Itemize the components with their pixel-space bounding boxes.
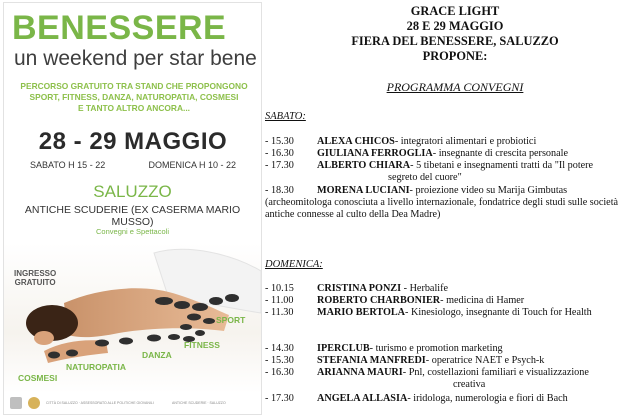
saturday-label: SABATO: [265,111,306,122]
poster-description-line: SPORT, FITNESS, DANZA, NATUROPATIA, COSMESI [29,92,239,102]
poster-city: SALUZZO [93,182,172,201]
talk-topic: - proiezione video su Marija Gimbutas [409,185,568,196]
talk-topic-continued: creativa [453,379,486,390]
talk-topic: - 5 tibetani e insegnamenti tratti da "Il potere [410,160,594,171]
activity-cosmesi: COSMESI [18,373,58,383]
free-entry-line: GRATUITO [14,278,56,287]
poster-description [12,81,256,114]
talk-topic: - turismo e promotion marketing [369,343,503,354]
poster-footer [10,395,256,411]
saturday-hours: SABATO H 15 - 22 [30,160,106,170]
schedule-entry [317,343,503,355]
activity-fitness: FITNESS [184,340,220,350]
schedule-entry [317,283,448,295]
poster-dates: 28 - 29 MAGGIO [38,128,228,155]
speaker-name: ANGELA ALLASIA [317,393,408,404]
program-title: PROGRAMMA CONVEGNI [386,80,524,94]
talk-topic: - operatrice NAET e Psych-k [425,355,545,366]
talk-topic: - insegnante di crescita personale [432,148,568,159]
poster-title: BENESSERE [12,9,227,47]
schedule-time: - 18.30 [265,185,294,196]
schedule-entry [317,307,592,319]
footer-sponsor-text: CITTÀ DI SALUZZO · ASSESSORATO ALLE POLITICHE GIOVANILI [46,401,154,405]
speaker-name: ALEXA CHICOS [317,136,395,147]
poster-description-line: E TANTO ALTRO ANCORA... [78,103,190,113]
speaker-name: CRISTINA PONZI [317,283,402,294]
speaker-note: (archeomitologa conosciuta a livello internazionale, fondatrice degli studi sulle società antiche connesse al culto della Dea Madre) [265,197,619,220]
talk-topic: - Pnl, costellazioni familiari e visualizzazione [402,367,589,378]
schedule-time: - 15.30 [265,355,294,366]
speaker-name: ROBERTO CHARBONIER [317,295,441,306]
municipal-logo [10,397,22,409]
poster-venue: ANTICHE SCUDERIE (EX CASERMA MARIO MUSSO) [24,204,241,228]
schedule-time: - 11.00 [265,295,294,306]
activity-naturopatia: NATUROPATIA [66,362,126,372]
footer-venue-text: ANTICHE SCUDERIE · SALUZZO [172,401,226,405]
speaker-name: ARIANNA MAURI [317,367,403,378]
speaker-name: STEFANIA MANFREDI [317,355,426,366]
free-entry-line: INGRESSO [14,269,57,278]
poster-hours [30,160,236,170]
schedule-time: - 16.30 [265,367,294,378]
schedule-entry [317,148,568,160]
schedule-time: - 16.30 [265,148,294,159]
schedule-time: - 17.30 [265,160,294,171]
talk-topic: - integratori alimentari e probiotici [394,136,537,147]
activity-danza: DANZA [142,350,172,360]
sunday-label: DOMENICA: [265,259,323,270]
header-line: FIERA DEL BENESSERE, SALUZZO [351,34,559,48]
talk-topic: - Kinesiologo, insegnante di Touch for Health [405,307,592,318]
poster-description-line: PERCORSO GRATUITO TRA STAND CHE PROPONGONO [20,81,248,91]
talk-topic: - Herbalife [401,283,449,294]
speaker-name: GIULIANA FERROGLIA [317,148,433,159]
free-entry-label [14,269,56,287]
coat-of-arms-logo [28,397,40,409]
sunday-hours: DOMENICA H 10 - 22 [148,160,236,170]
talk-topic-continued: segreto del cuore" [388,172,462,183]
schedule-entry [317,160,593,184]
talk-topic: - medicina di Hamer [440,295,525,306]
poster-subtitle: un weekend per star bene [14,47,257,70]
schedule-time: - 15.30 [265,136,294,147]
schedule-entry [317,393,568,405]
speaker-name: ALBERTO CHIARA [317,160,411,171]
poster-events: Convegni e Spettacoli [96,227,169,236]
schedule-entry [317,136,536,148]
schedule-time: - 14.30 [265,343,294,354]
talk-topic: - iridologa, numerologia e fiori di Bach [407,393,568,404]
activity-sport: SPORT [216,315,246,325]
organizer-header [270,4,640,64]
schedule-entry [317,367,589,391]
event-poster [3,2,262,415]
schedule-time: - 10.15 [265,283,294,294]
speaker-name: MORENA LUCIANI [317,185,410,196]
schedule-entry [317,185,567,197]
speaker-name: IPERCLUB [317,343,370,354]
schedule-entry [317,355,544,367]
schedule-time: - 17.30 [265,393,294,404]
speaker-name: MARIO BERTOLA [317,307,406,318]
header-line: PROPONE: [422,49,488,63]
header-line: GRACE LIGHT [410,4,500,18]
schedule-entry [317,295,524,307]
header-line: 28 E 29 MAGGIO [406,19,504,33]
schedule-time: - 11.30 [265,307,294,318]
